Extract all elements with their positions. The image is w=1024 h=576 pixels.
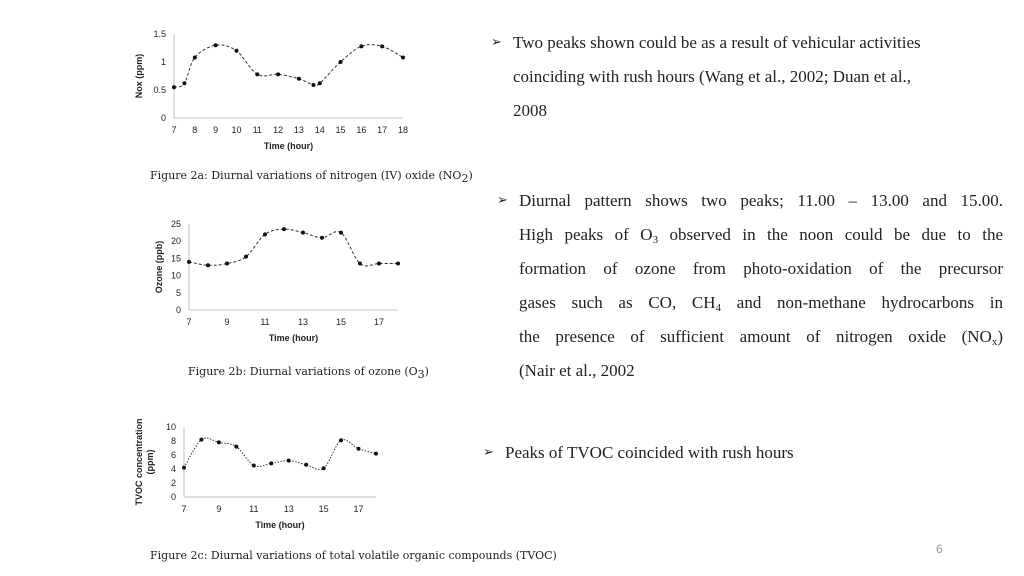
bullet-line: Two peaks shown could be as a result of vehicular activities (513, 33, 921, 52)
tvoc-data-point (304, 463, 308, 467)
ozone-x-tick-label: 7 (186, 317, 192, 327)
ozone-x-tick-label: 15 (335, 317, 347, 327)
bullet-arrow-icon: ➢ (483, 445, 494, 460)
tvoc-data-point (269, 461, 273, 465)
nox-chart (120, 20, 430, 165)
bullet-arrow-icon: ➢ (497, 193, 508, 208)
nox-data-point (339, 60, 343, 64)
ozone-x-tick-label: 9 (224, 317, 230, 327)
nox-x-tick-label: 7 (171, 125, 177, 135)
bullet-vehicular-peaks (491, 26, 993, 128)
ozone-y-tick-label: 0 (175, 305, 181, 315)
tvoc-x-tick-label: 9 (216, 504, 222, 514)
bullet-tvoc-peaks (483, 436, 905, 470)
tvoc-data-point (374, 452, 378, 456)
nox-figure-caption: Figure 2a: Diurnal variations of nitrogen (IV) oxide $(NO_2)$ (150, 169, 473, 185)
tvoc-y-axis-title: (ppm) (145, 449, 155, 475)
tvoc-x-tick-label: 15 (318, 504, 329, 514)
nox-y-axis-title: Nox (ppm) (134, 53, 144, 99)
tvoc-data-point (287, 459, 291, 463)
tvoc-y-tick-label: 10 (165, 422, 176, 432)
bullet-diurnal-pattern (497, 184, 1003, 388)
ozone-data-point (206, 263, 210, 267)
tvoc-data-point (339, 438, 343, 442)
ozone-series-line (189, 229, 398, 266)
bullet-line: coinciding with rush hours (Wang et al., 2002; Duan et al., (513, 67, 912, 86)
ozone-y-tick-label: 25 (170, 219, 181, 229)
nox-data-point (255, 72, 259, 76)
tvoc-y-tick-label: 4 (170, 464, 176, 474)
tvoc-data-point (234, 445, 238, 449)
ozone-x-tick-label: 13 (297, 317, 309, 327)
nox-y-tick-label: 0 (160, 113, 166, 123)
tvoc-data-point (252, 464, 256, 468)
nox-y-tick-label: 1 (160, 57, 166, 67)
bullet-line: (Nair et al., 2002 (519, 361, 635, 380)
nox-x-tick-label: 13 (293, 125, 304, 135)
nox-x-tick-label: 9 (213, 125, 219, 135)
nox-data-point (276, 72, 280, 76)
tvoc-x-axis-title: Time (hour) (255, 520, 305, 530)
tvoc-data-point (322, 466, 326, 470)
ozone-y-tick-label: 5 (175, 287, 181, 298)
nox-data-point (234, 49, 238, 53)
bullet-line: Diurnal pattern shows two peaks; 11.00 – 13.00 and 15.00. (519, 191, 1003, 210)
nox-data-point (172, 85, 176, 89)
ozone-y-tick-label: 20 (170, 236, 181, 247)
nox-data-point (401, 56, 405, 60)
bullet-line: 2008 (513, 101, 547, 120)
nox-data-point (380, 44, 384, 48)
tvoc-x-tick-label: 13 (283, 504, 294, 514)
ozone-data-point (282, 227, 286, 231)
ozone-x-tick-label: 17 (373, 317, 385, 327)
ozone-y-tick-label: 10 (170, 270, 181, 281)
ozone-x-axis-title: Time (hour) (268, 333, 319, 343)
bullet-line: gases such as CO, $CH_4$ and non-methane hydrocarbons in (519, 293, 1003, 314)
bullet-line: formation of ozone from photo-oxidation of the precursor (519, 259, 1003, 278)
ozone-x-tick-label: 11 (260, 317, 270, 327)
nox-data-point (318, 81, 322, 85)
nox-data-point (214, 43, 218, 47)
nox-series-line (174, 45, 403, 88)
nox-x-tick-label: 16 (356, 125, 367, 135)
nox-x-tick-label: 15 (335, 125, 346, 135)
nox-data-point (311, 83, 315, 87)
ozone-data-point (187, 260, 191, 264)
tvoc-y-tick-label: 8 (170, 436, 176, 446)
tvoc-x-tick-label: 17 (353, 504, 364, 514)
tvoc-series-line (184, 438, 376, 470)
tvoc-data-point (199, 438, 203, 442)
ozone-data-point (263, 232, 267, 236)
ozone-data-point (301, 231, 305, 235)
ozone-y-axis-title: Ozone (ppb) (154, 240, 164, 294)
bullet-line: the presence of sufficient amount of nitrogen oxide $(NO_x)$ (519, 327, 1003, 348)
tvoc-y-axis-title: TVOC concentration (134, 418, 144, 506)
nox-data-point (297, 77, 301, 81)
nox-y-tick-label: 1.5 (153, 29, 166, 39)
ozone-figure-caption: Figure 2b: Diurnal variations of ozone $(O_3)$ (188, 365, 429, 381)
bullet-arrow-icon: ➢ (491, 35, 502, 50)
tvoc-data-point (357, 447, 361, 451)
tvoc-y-tick-label: 6 (170, 450, 176, 460)
nox-data-point (182, 81, 186, 85)
tvoc-figure-caption: Figure 2c: Diurnal variations of total volatile organic compounds (TVOC) (150, 549, 557, 562)
ozone-chart (140, 210, 420, 355)
tvoc-y-tick-label: 2 (170, 478, 176, 488)
bullet-line: Peaks of TVOC coincided with rush hours (505, 443, 794, 462)
tvoc-chart (130, 415, 390, 540)
nox-x-tick-label: 17 (377, 125, 388, 135)
nox-data-point (193, 56, 197, 60)
ozone-data-point (339, 231, 343, 235)
nox-data-point (359, 44, 363, 48)
page-number: 6 (936, 542, 943, 556)
nox-x-tick-label: 14 (314, 125, 325, 135)
bullet-line: High peaks of $O_3$ observed in the noon could be due to the (519, 225, 1003, 246)
tvoc-x-tick-label: 11 (249, 504, 259, 514)
tvoc-x-tick-label: 7 (181, 504, 187, 514)
nox-x-tick-label: 8 (192, 125, 198, 135)
ozone-data-point (244, 255, 248, 259)
nox-x-tick-label: 10 (231, 125, 242, 135)
tvoc-y-tick-label: 0 (170, 492, 176, 502)
tvoc-data-point (182, 466, 186, 470)
tvoc-data-point (217, 440, 221, 444)
ozone-data-point (377, 262, 381, 266)
ozone-data-point (358, 262, 362, 266)
nox-x-axis-title: Time (hour) (263, 141, 314, 151)
nox-x-tick-label: 11 (252, 125, 262, 135)
ozone-data-point (320, 236, 324, 240)
ozone-data-point (225, 262, 229, 266)
nox-y-tick-label: 0.5 (153, 85, 166, 95)
ozone-data-point (396, 262, 400, 266)
nox-x-tick-label: 12 (273, 125, 284, 135)
nox-x-tick-label: 18 (397, 125, 409, 135)
ozone-y-tick-label: 15 (170, 253, 181, 264)
